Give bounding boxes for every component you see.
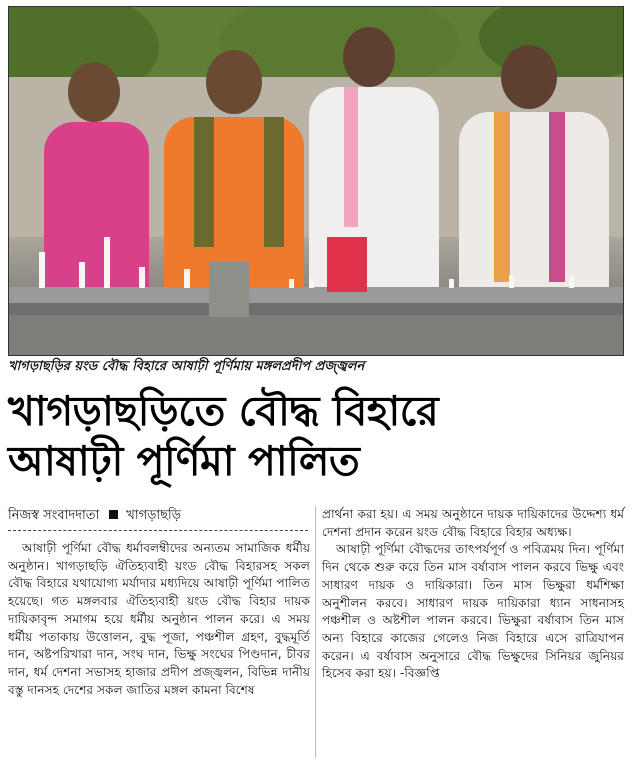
photo-caption: খাগড়াছড়ির য়ংড বৌদ্ধ বিহারে আষাঢ়ী পূর্ণিমায় মঙ্গলপ্রদীপ প্রজ্জ্বলন [8, 359, 365, 374]
news-photo [8, 6, 624, 356]
headline-line-1: খাগড়াছড়িতে বৌদ্ধ বিহারে [8, 387, 439, 435]
article-paragraph: আষাঢ়ী পূর্ণিমা বৌদ্ধদের তাৎপর্যপূর্ণ ও পবিত্রময় দিন। পূর্ণিমা দিন থেকে শুরু করে তিন মাস বর্ষাবাস পালন করবে ভিক্ষু এবং সাধারণ দায়ক ও দায়িকারা। তিন মাস ভিক্ষুরা ধর্মশিক্ষা অনুশীলন করবে। সাধারণ দায়ক দায়িকারা ধ্যান সাধনাসহ পঞ্চশীল ও অষ্টশীল পালন করবে। ভিক্ষুরা বর্ষাবাস তিন মাস অন্য বিহারে কাজের গেলেও নিজ বিহারে এসে রাত্রিযাপন করেন। এ বর্ষাবাস অনুসারে বৌদ্ধ ভিক্ষুদের সিনিয়র জুনিয়র হিসেব করা হয়। -বিজ্ঞপ্তি [322, 542, 624, 681]
photo-illustration [9, 7, 624, 356]
article-paragraph: আষাঢ়ী পূর্ণিমা বৌদ্ধ ধর্মাবলম্বীদের অন্যতম সামাজিক ধর্মীয় অনুষ্ঠান। খাগড়াছড়ি ঐতিহ্যবাহী য়ংড বৌদ্ধ বিহারসহ সকল বৌদ্ধ বিহারে যথাযোগ্য মর্যাদার মধ্যদিয়ে আষাঢ়ী পূর্ণিমা পালিত হয়েছে। গত মঙ্গলবার ঐতিহ্যবাহী য়ংড বৌদ্ধ বিহার দায়ক দায়িকাবৃন্দ সমাগম হয়ে ধর্মীয় অনুষ্ঠান পালন করে। এ সময় ধর্মীয় পতাকায় উত্তোলন, বুদ্ধ পূজা, পঞ্চশীল গ্রহণ, বুদ্ধমূর্তি দান, অষ্টপরিখারা দান, সংঘ দান, ভিক্ষু সংঘের পিণ্ডদান, চীবর দান, ধর্ম দেশনা সভাসহ হাজার প্রদীপ প্রজ্জ্বলন, বিভিন্ন দানীয় বস্তু দানসহ দেশের সকল জাতির মঙ্গল কামনা বিশেষ [8, 541, 310, 697]
square-bullet-icon [109, 510, 118, 519]
byline [8, 508, 308, 531]
headline-line-2: আষাঢ়ী পূর্ণিমা পালিত [8, 437, 360, 485]
article-column-2 [322, 506, 624, 683]
column-divider [315, 506, 316, 758]
article-column-1 [8, 540, 310, 699]
byline-reporter: নিজস্ব সংবাদদাতা [8, 508, 100, 523]
headline [8, 386, 624, 486]
article-paragraph: প্রার্থনা করা হয়। এ সময় অনুষ্ঠানে দায়ক দায়িকাদের উদ্দেশ্য ধর্ম দেশনা প্রদান করেন য়ংড বৌদ্ধ বিহারে বিহার অধ্যক্ষ। [322, 507, 624, 539]
byline-location: খাগড়াছড়ি [126, 508, 182, 523]
